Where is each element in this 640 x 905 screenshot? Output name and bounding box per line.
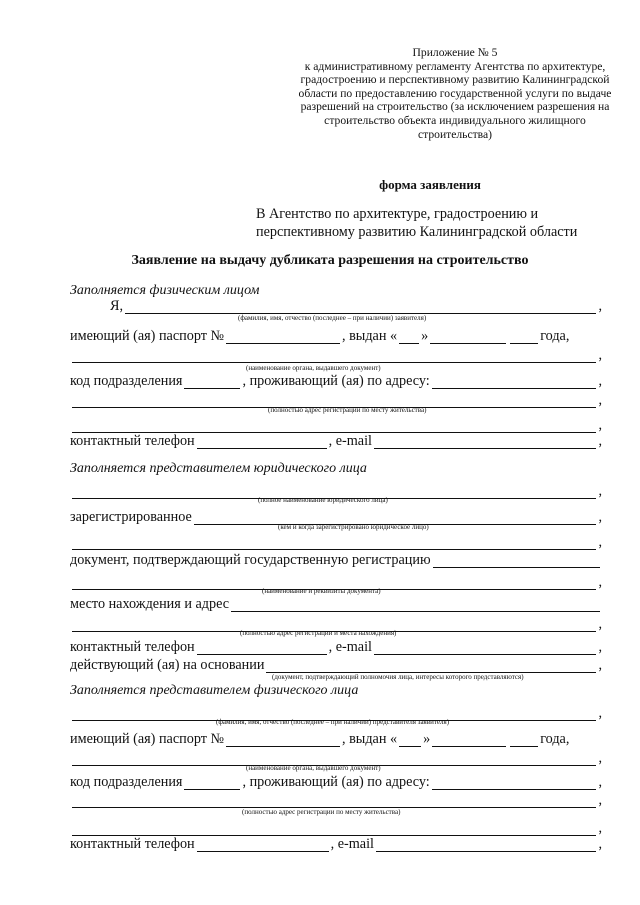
comma: , [598, 616, 602, 632]
individual-address-caption: (полностью адрес регистрации по месту жительства) [268, 406, 427, 414]
individual-code-row [70, 371, 602, 389]
comma: , [598, 534, 602, 550]
rep-fio-caption: (фамилия, имя, отчество (последнее – при наличии) представителя заявителя) [216, 718, 450, 726]
comma: , [598, 347, 602, 363]
rep-address-field[interactable] [432, 776, 597, 790]
rep-passport-number-field[interactable] [226, 733, 340, 747]
comma: , [598, 433, 602, 449]
comma: , [598, 657, 602, 673]
individual-contact-row [70, 431, 602, 449]
rep-passport-day-field[interactable] [399, 733, 421, 747]
location-field[interactable] [231, 598, 600, 612]
code-label: код подразделения [70, 373, 183, 389]
legal-doc-row [70, 550, 602, 568]
legal-registered-caption: (кем и когда зарегистрировано юридическое лицо) [278, 523, 429, 531]
legal-phone-label: контактный телефон [70, 639, 195, 655]
addressee: В Агентство по архитектуре, градостроению и перспективному развитию Калининградской области [256, 206, 578, 240]
section-representative-heading: Заполняется представителем физического лица [70, 683, 359, 698]
comma: , [598, 774, 602, 790]
legal-email-field[interactable] [374, 641, 596, 655]
passport-number-field[interactable] [226, 330, 340, 344]
phone-field[interactable] [197, 435, 327, 449]
appendix-title: Приложение № 5 [412, 46, 498, 59]
form-title: форма заявления [379, 177, 481, 192]
legal-phone-field[interactable] [197, 641, 327, 655]
address-field[interactable] [432, 375, 597, 389]
division-code-field[interactable] [184, 375, 240, 389]
living-label: , проживающий (ая) по адресу: [242, 373, 430, 389]
legal-basis-caption: (документ, подтверждающий полномочия лица, интересы которого представляются) [272, 673, 524, 681]
passport-year-field[interactable] [510, 330, 538, 344]
quote-close: » [421, 328, 429, 344]
legal-location-row [70, 594, 602, 612]
rep-passport-month-field[interactable] [432, 733, 506, 747]
comma: , [598, 836, 602, 852]
comma: , [598, 750, 602, 766]
appendix-text: к административному регламенту Агентства по архитектуре, градостроению и перспективному развитию Калининградской области по предоставлению государственной услуги по выдаче разрешений на строительство (за исключением разрешения на строительство объекта индивидуального жилищного строительства) [298, 59, 612, 141]
email-label: , e-mail [328, 433, 372, 449]
rep-address-caption: (полностью адрес регистрации по месту жительства) [242, 808, 401, 816]
legal-basis-row [70, 655, 602, 673]
comma: , [598, 574, 602, 590]
appendix-block [290, 46, 620, 141]
legal-name-caption: (полное наименование юридического лица) [258, 496, 388, 504]
section-individual-heading: Заполняется физическим лицом [70, 283, 260, 298]
basis-label: действующий (ая) на основании [70, 657, 265, 673]
rep-address-continued-field[interactable] [72, 794, 596, 808]
passport-label: имеющий (ая) паспорт № [70, 328, 225, 344]
rep-code-row [70, 772, 602, 790]
passport-day-field[interactable] [399, 330, 419, 344]
comma: , [598, 509, 602, 525]
legal-location-caption: (полностью адрес регистрации и места нахождения) [240, 629, 397, 637]
registration-doc-label: документ, подтверждающий государственную регистрацию [70, 552, 431, 568]
individual-fio-caption: (фамилия, имя, отчество (последнее – при наличии) заявителя) [238, 314, 427, 322]
rep-passport-row [70, 729, 602, 747]
rep-passport-year-field[interactable] [510, 733, 538, 747]
legal-registered-extra-row [70, 532, 602, 550]
registered-extra-field[interactable] [72, 536, 596, 550]
comma: , [598, 639, 602, 655]
rep-issued-label: , выдан « [342, 731, 398, 747]
i-label: Я, [110, 298, 124, 314]
comma: , [598, 417, 602, 433]
individual-fio-row [110, 296, 602, 314]
rep-contact-row [70, 834, 602, 852]
individual-issuer-row [70, 345, 602, 363]
comma: , [598, 705, 602, 721]
rep-living-label: , проживающий (ая) по адресу: [242, 774, 430, 790]
rep-email-label: , e-mail [330, 836, 374, 852]
rep-address-row [70, 790, 602, 808]
legal-contact-row [70, 637, 602, 655]
individual-passport-row [70, 326, 602, 344]
rep-year-label: года, [540, 731, 570, 747]
registration-doc-field[interactable] [433, 554, 600, 568]
rep-phone-field[interactable] [197, 838, 329, 852]
comma: , [598, 392, 602, 408]
comma: , [598, 298, 602, 314]
location-label: место нахождения и адрес [70, 596, 230, 612]
comma: , [598, 483, 602, 499]
rep-passport-label: имеющий (ая) паспорт № [70, 731, 225, 747]
section-legal-heading: Заполняется представителем юридического лица [70, 461, 367, 476]
email-field[interactable] [374, 435, 596, 449]
rep-quote-close: » [423, 731, 431, 747]
legal-email-label: , e-mail [328, 639, 372, 655]
registered-label: зарегистрированное [70, 509, 192, 525]
rep-code-label: код подразделения [70, 774, 183, 790]
rep-issuer-caption: (наименование органа, выдавшего документ) [246, 764, 381, 772]
rep-email-field[interactable] [376, 838, 596, 852]
passport-month-field[interactable] [430, 330, 506, 344]
individual-issuer-caption: (наименование органа, выдавшего документ) [246, 364, 381, 372]
rep-division-code-field[interactable] [184, 776, 240, 790]
comma: , [598, 792, 602, 808]
comma: , [598, 820, 602, 836]
individual-fio-field[interactable] [125, 300, 596, 314]
passport-issuer-field[interactable] [72, 349, 596, 363]
basis-field[interactable] [266, 659, 596, 673]
issued-label: , выдан « [342, 328, 398, 344]
legal-doc-caption: (наименование и реквизиты документа) [262, 587, 381, 595]
phone-label: контактный телефон [70, 433, 195, 449]
comma: , [598, 373, 602, 389]
year-label: года, [540, 328, 570, 344]
document-title: Заявление на выдачу дубликата разрешения на строительство [131, 253, 529, 268]
rep-phone-label: контактный телефон [70, 836, 195, 852]
